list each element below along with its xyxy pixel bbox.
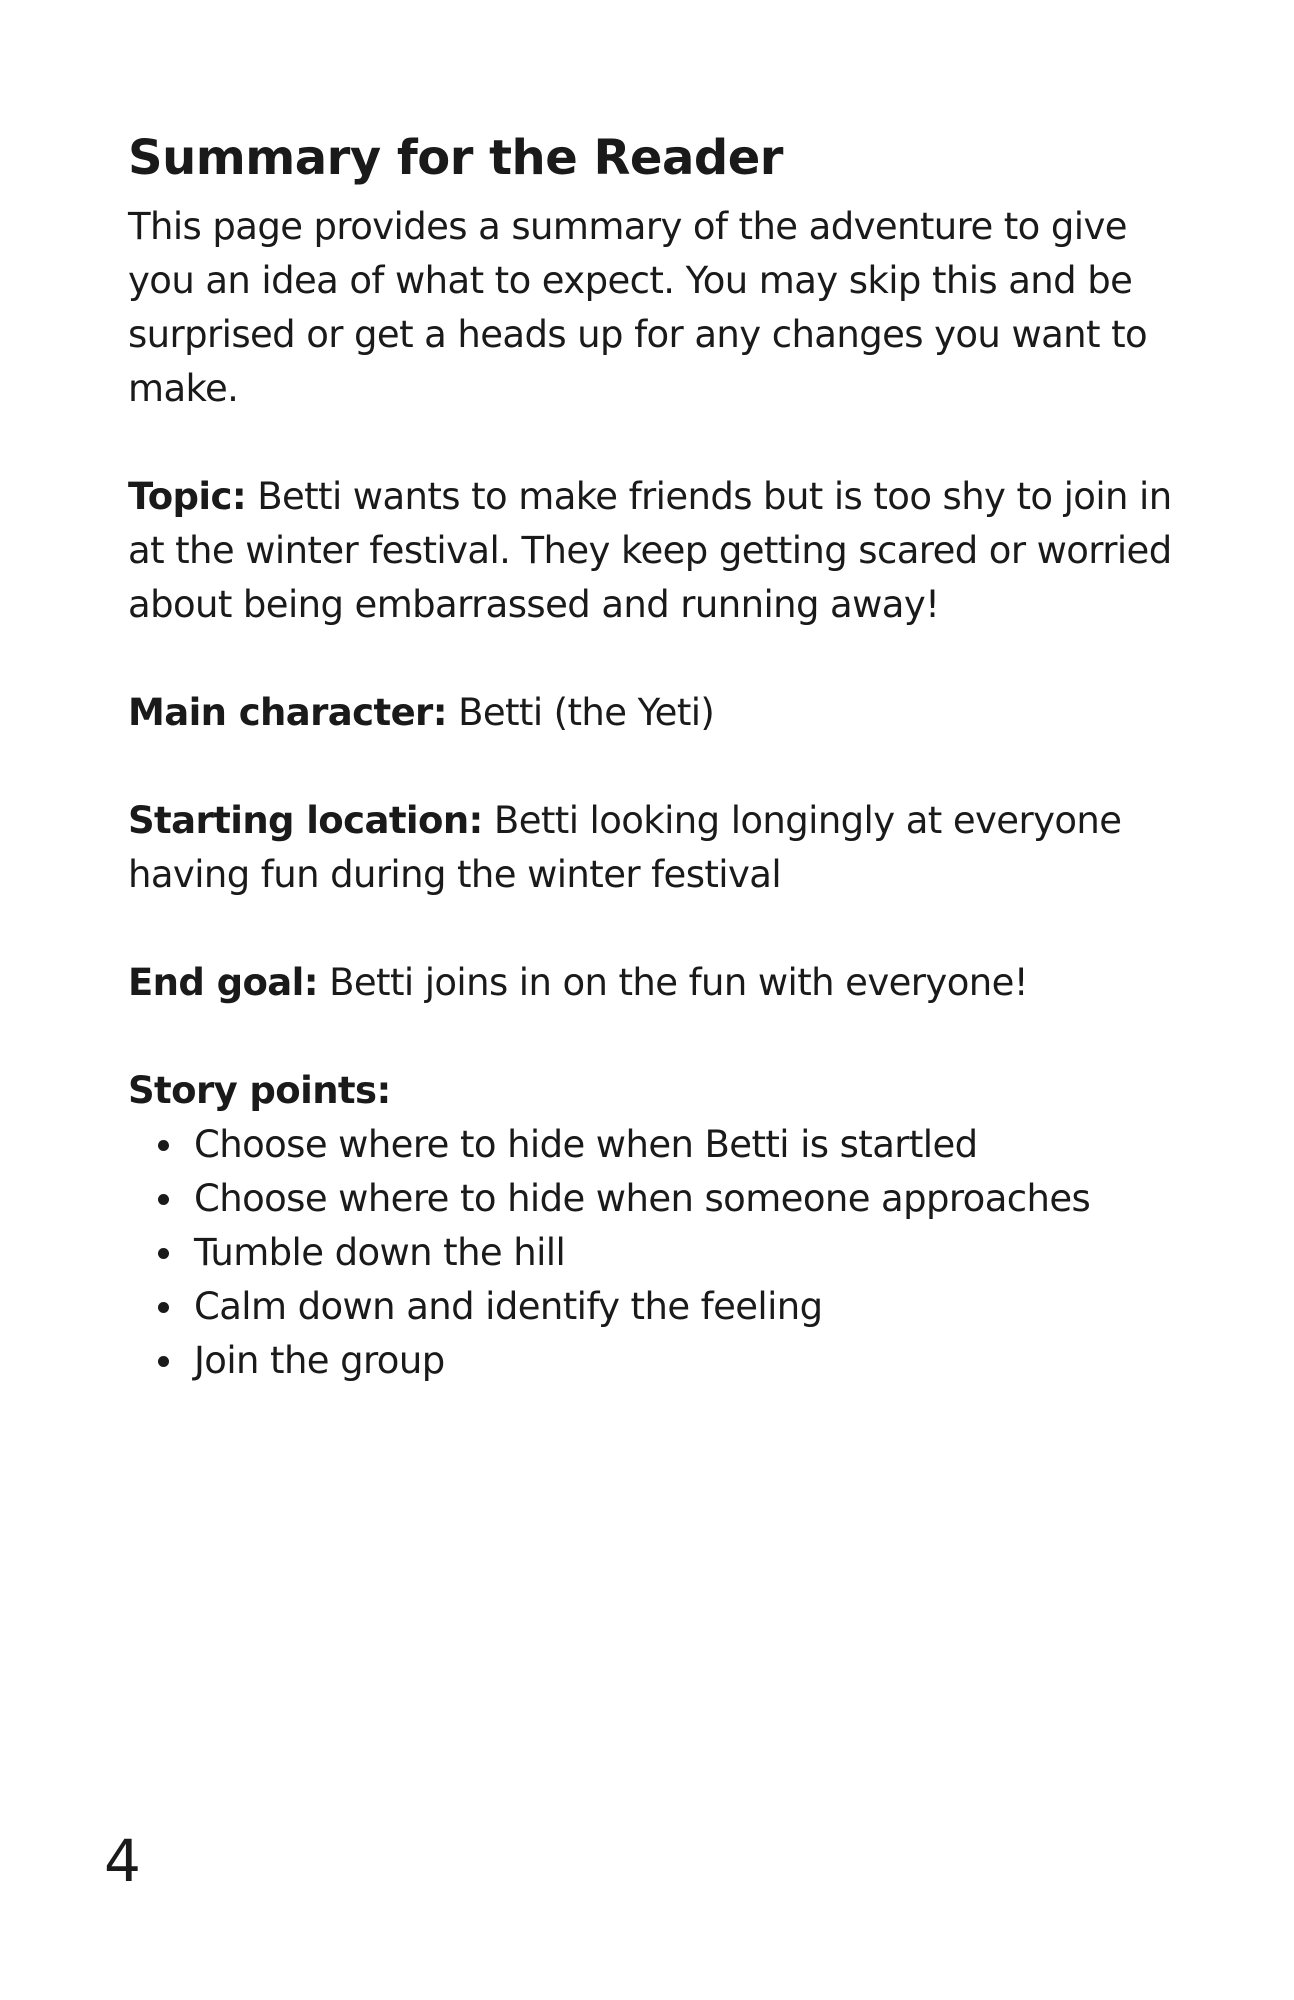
list-item [158, 1226, 1178, 1280]
list-item-text: Choose where to hide when someone approaches [194, 1177, 1091, 1220]
end-goal-paragraph [128, 956, 1178, 1010]
bullet-icon [158, 1356, 169, 1367]
list-item [158, 1280, 1178, 1334]
topic-label: Topic: [128, 475, 247, 518]
list-item-text: Choose where to hide when Betti is startled [194, 1123, 978, 1166]
main-character-text: Betti (the Yeti) [446, 691, 715, 734]
end-goal-text: Betti joins in on the fun with everyone! [317, 961, 1028, 1004]
starting-location-text: Betti looking longingly at everyone having fun during the winter festival [128, 799, 1122, 896]
bullet-icon [158, 1194, 169, 1205]
list-item [158, 1334, 1178, 1388]
end-goal-label: End goal: [128, 961, 318, 1004]
topic-text: Betti wants to make friends but is too shy to join in at the winter festival. They keep getting scared or worried about being embarrassed and running away! [128, 475, 1172, 626]
story-points-heading: Story points: [128, 1069, 391, 1112]
bullet-icon [158, 1140, 169, 1151]
topic-paragraph [128, 470, 1178, 632]
list-item-text: Tumble down the hill [194, 1231, 566, 1274]
starting-location-paragraph [128, 794, 1178, 902]
starting-location-label: Starting location: [128, 799, 483, 842]
list-item [158, 1172, 1178, 1226]
intro-paragraph: This page provides a summary of the adventure to give you an idea of what to expect. You may skip this and be surprised or get a heads up for any changes you want to make. [128, 205, 1148, 410]
bullet-icon [158, 1302, 169, 1313]
page-number: 4 [104, 1827, 141, 1895]
list-item-text: Join the group [194, 1339, 445, 1382]
list-item [158, 1118, 1178, 1172]
bullet-icon [158, 1248, 169, 1259]
main-character-paragraph [128, 686, 1178, 740]
page-content [128, 128, 1178, 1388]
page-title: Summary for the Reader [128, 130, 783, 186]
story-points-list [128, 1118, 1178, 1388]
main-character-label: Main character: [128, 691, 447, 734]
list-item-text: Calm down and identify the feeling [194, 1285, 823, 1328]
